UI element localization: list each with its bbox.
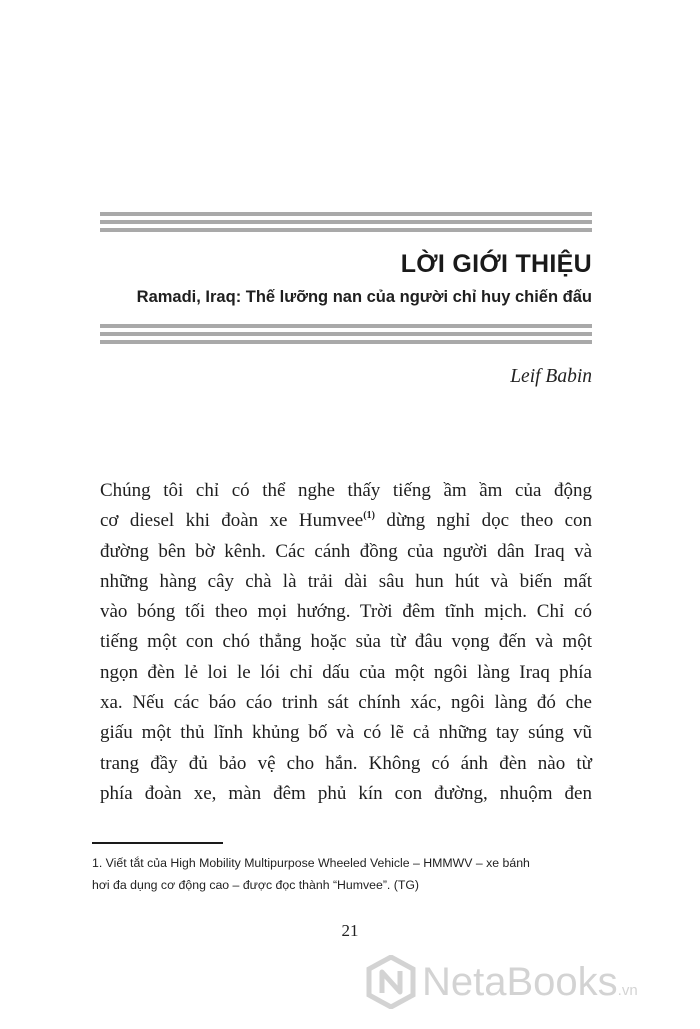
footnote-line: hơi đa dụng cơ động cao – được đọc thành “Humvee”. (TG) — [92, 878, 420, 892]
body-line: phía đoàn xe, màn đêm phủ kín con đường, nhuộm đen — [100, 782, 592, 804]
rule-line — [100, 220, 592, 224]
body-line: Chúng tôi chỉ có thể nghe thấy tiếng ầm ầm của động — [100, 480, 592, 501]
body-line-part: dừng nghỉ dọc theo con — [386, 510, 593, 532]
watermark-suffix: .vn — [617, 981, 638, 999]
top-rule-group — [100, 212, 592, 236]
chapter-title: LỜI GIỚI THIỆU — [400, 250, 592, 278]
body-paragraph — [100, 476, 592, 809]
page-number: 21 — [341, 921, 359, 940]
footnote-reference[interactable]: (1) — [363, 510, 375, 522]
netabooks-logo-icon — [366, 955, 416, 1009]
body-line: giấu một thủ lĩnh khủng bố và có lẽ cả những tay súng vũ — [100, 722, 592, 744]
watermark-brand-text: NetaBooks — [422, 959, 618, 1004]
rule-line — [100, 340, 592, 344]
body-line: vào bóng tối theo mọi hướng. Trời đêm tĩnh mịch. Chỉ có — [100, 601, 592, 623]
body-line: những hàng cây chà là trải dài sâu hun hút và biến mất — [100, 570, 592, 592]
footnote-divider — [92, 842, 223, 844]
chapter-subtitle: Ramadi, Iraq: Thế lưỡng nan của người chỉ huy chiến đấu — [136, 288, 592, 306]
footnote — [92, 852, 592, 896]
body-line: đường bên bờ kênh. Các cánh đồng của người dân Iraq và — [100, 540, 592, 562]
body-line — [100, 506, 592, 536]
watermark-brand — [422, 960, 638, 1005]
footnote-line: 1. Viết tắt của High Mobility Multipurpose Wheeled Vehicle – HMMWV – xe bánh — [92, 856, 530, 870]
rule-line — [100, 212, 592, 216]
rule-line — [100, 324, 592, 328]
rule-line — [100, 228, 592, 232]
bottom-rule-group — [100, 324, 592, 348]
body-line: trang đầy đủ bảo vệ cho hắn. Không có ánh đèn nào từ — [100, 752, 592, 774]
body-line: xa. Nếu các báo cáo trinh sát chính xác, ngôi làng đó che — [100, 692, 592, 714]
author-name: Leif Babin — [510, 366, 592, 387]
body-line: tiếng một con chó thẳng hoặc sủa từ đâu vọng đến và một — [100, 631, 592, 653]
watermark — [366, 954, 638, 1010]
body-line-part: cơ diesel khi đoàn xe Humvee — [100, 510, 364, 532]
rule-line — [100, 332, 592, 336]
body-line: ngọn đèn lẻ loi le lói chỉ dấu của một ngôi làng Iraq phía — [100, 661, 592, 683]
